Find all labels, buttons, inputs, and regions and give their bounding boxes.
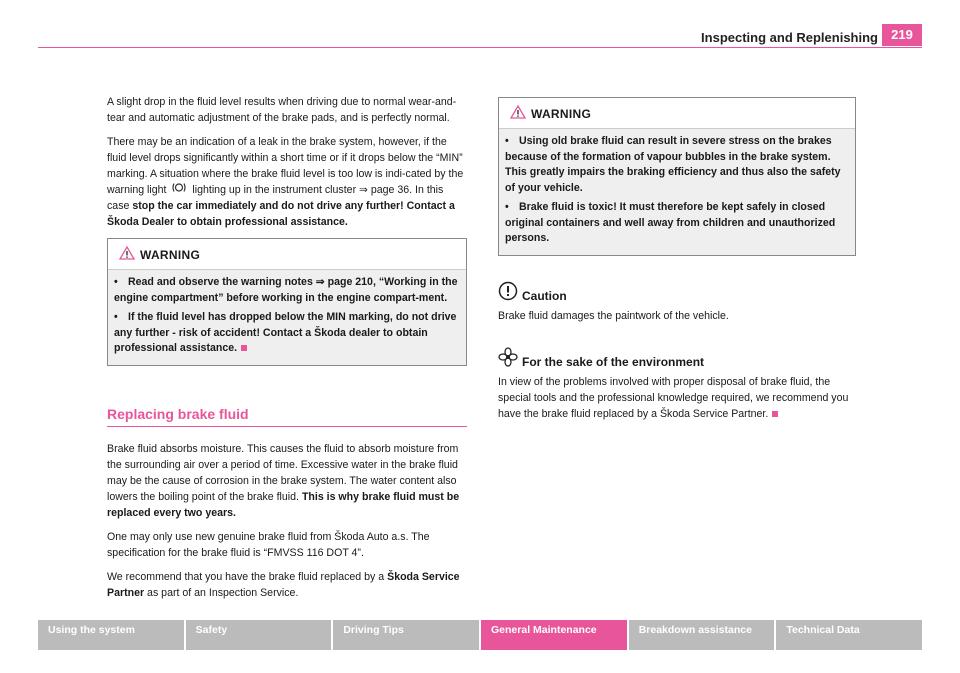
warning-title: WARNING xyxy=(140,248,201,263)
tab-safety[interactable]: Safety xyxy=(186,620,332,650)
paragraph-fluid-drop: A slight drop in the fluid level results when driving due to normal wear-and-tear and automatic adjustment of the brake pads, and is perfectly normal. xyxy=(107,96,457,124)
tab-using-the-system[interactable]: Using the system xyxy=(38,620,184,650)
warning-item: • Brake fluid is toxic! It must therefore be kept safely in closed original containers and well away from children and unauthorized persons. xyxy=(505,201,836,244)
warning-triangle-icon xyxy=(119,246,135,260)
footer-navigation xyxy=(38,620,922,650)
end-marker-icon xyxy=(241,345,247,351)
warning-header xyxy=(108,239,466,270)
page-header-title: Inspecting and Replenishing xyxy=(701,30,878,45)
caution-text: Brake fluid damages the paintwork of the vehicle. xyxy=(498,309,729,322)
left-column xyxy=(107,94,467,609)
tab-technical-data[interactable]: Technical Data xyxy=(776,620,922,650)
tab-breakdown-assistance[interactable]: Breakdown assistance xyxy=(629,620,775,650)
paragraph-moisture: Brake fluid absorbs moisture. This causes the fluid to absorb moisture from the surrounding air over a period of time. Excessive water in the brake fluid may be the cause of corrosion in the brake system. The water content also lowers the boiling point of the brake fluid. This is why brake fluid must be replaced every two years. xyxy=(107,442,460,519)
leak-bold-instruction: stop the car immediately and do not drive any further! Contact a Škoda Dealer to obtain professional assistance. xyxy=(107,200,455,229)
page-number: 219 xyxy=(882,24,922,46)
tab-general-maintenance[interactable]: General Maintenance xyxy=(481,620,627,650)
end-marker-icon xyxy=(772,411,778,417)
warning-box-left xyxy=(107,238,467,366)
warning-header xyxy=(499,98,855,129)
paragraph-recommend: We recommend that you have the brake fluid replaced by a Škoda Service Partner as part of an Inspection Service. xyxy=(107,570,460,599)
section-heading-replacing-brake-fluid: Replacing brake fluid xyxy=(107,406,467,427)
paragraph-genuine-fluid: One may only use new genuine brake fluid from Škoda Auto a.s. The specification for the brake fluid is “FMVSS 116 DOT 4”. xyxy=(107,530,430,559)
environment-heading: For the sake of the environment xyxy=(498,350,856,372)
page-36-link[interactable]: ⇒ page 36. In this case xyxy=(107,184,444,213)
caution-icon xyxy=(498,281,518,301)
warning-item: • If the fluid level has dropped below the MIN marking, do not drive any further - risk of accident! Contact a Škoda dealer to obtain professional assistance. xyxy=(114,311,457,355)
warning-item: • Using old brake fluid can result in severe stress on the brakes because of the formation of vapour bubbles in the brake system. This greatly impairs the braking efficiency and thus also the safety of your vehicle. xyxy=(505,135,841,194)
brake-warning-light-icon xyxy=(171,182,187,198)
warning-triangle-icon xyxy=(510,105,526,119)
caution-heading: Caution xyxy=(498,284,856,306)
leak-text-a: There may be an indication of a leak in the brake system, however, if the fluid level drops significantly within a short time or if it drops below the “MIN” marking. A situation where the brake fluid level is too low is indi-cated by the warning light xyxy=(107,136,464,196)
environment-flower-icon xyxy=(498,347,518,367)
paragraph-leak xyxy=(107,134,467,230)
right-column xyxy=(498,97,856,430)
warning-item: • Read and observe the warning notes ⇒ page 210, “Working in the engine compartment” before working in the engine compart-ment. xyxy=(114,276,458,304)
leak-text-b: lighting up in the instrument cluster xyxy=(192,184,357,196)
environment-text: In view of the problems involved with proper disposal of brake fluid, the special tools and the professional knowledge required, we recommend you have the brake fluid replaced by a Škoda Service Partner. xyxy=(498,375,849,420)
warning-box-right xyxy=(498,97,856,256)
tab-driving-tips[interactable]: Driving Tips xyxy=(333,620,479,650)
warning-title: WARNING xyxy=(531,107,592,121)
header-divider xyxy=(38,47,922,48)
